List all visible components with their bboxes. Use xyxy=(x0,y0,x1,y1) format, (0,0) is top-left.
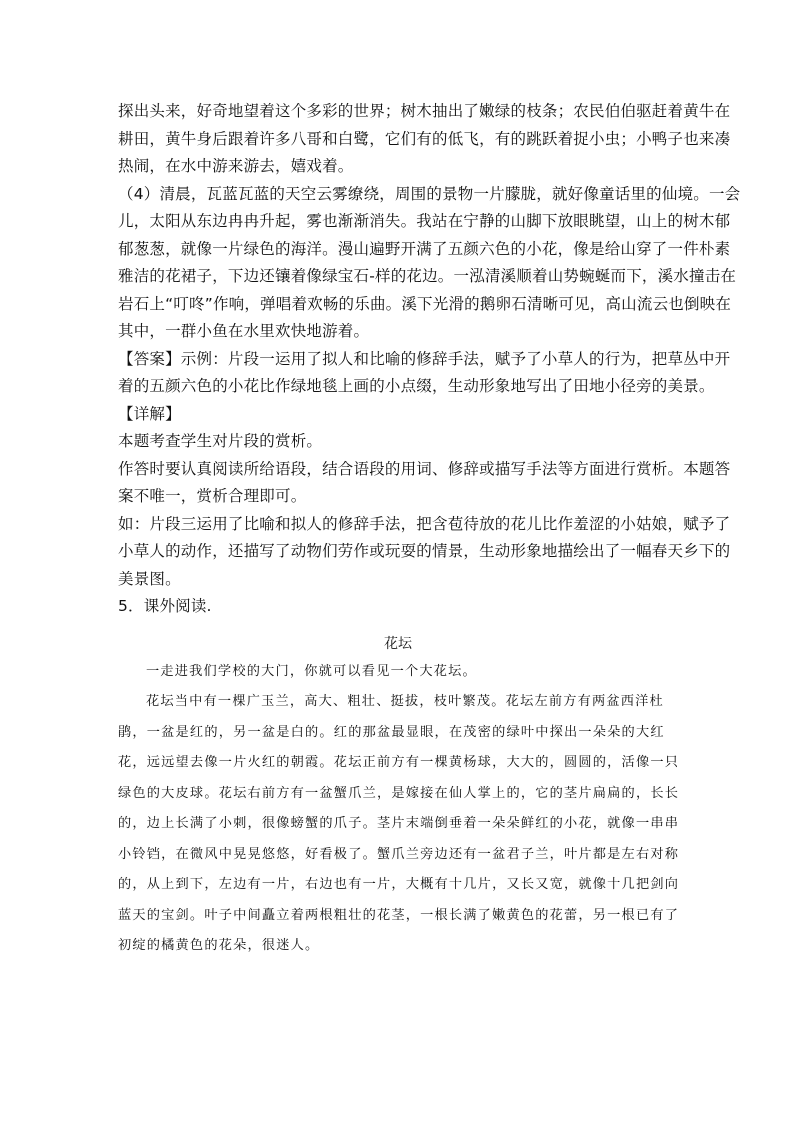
detail-line: 案不唯一，赏析合理即可。 xyxy=(118,487,307,505)
detail-line: 如：片段三运用了比喻和拟人的修辞手法，把含苞待放的花儿比作羞涩的小姑娘，赋予了 xyxy=(118,514,731,533)
answer-line: 着的五颜六色的小花比作绿地毯上画的小点缀，生动形象地写出了田地小径旁的美景。 xyxy=(118,377,715,395)
detail-line: 美景图。 xyxy=(118,569,181,588)
passage-title: 花坛 xyxy=(384,635,412,652)
text-line: 岩石上“叮咚”作响，弹唱着欢畅的乐曲。溪下光滑的鹅卵石清晰可见，高山流云也倒映在 xyxy=(118,294,732,313)
passage-line: 小铃铛，在微风中晃晃悠悠，好看极了。蟹爪兰旁边还有一盆君子兰，叶片都是左右对称 xyxy=(118,846,680,862)
passage-line: 蓝天的宝剑。叶子中间矗立着两根粗壮的花茎，一根长满了嫩黄色的花蕾，另一根已有了 xyxy=(118,907,680,923)
passage-line: 初绽的橘黄色的花朵，很迷人。 xyxy=(118,938,320,953)
text-line: 儿，太阳从东边冉冉升起，雾也渐渐消失。我站在宁静的山脚下放眼眺望，山上的树木郁 xyxy=(118,212,731,230)
text-line: 其中，一群小鱼在水里欢快地游着。 xyxy=(118,322,370,340)
detail-line: 小草人的动作，还描写了动物们劳作或玩耍的情景，生动形象地描绘出了一幅春天乡下的 xyxy=(118,542,731,560)
detail-line: 作答时要认真阅读所给语段，结合语段的用词、修辞或描写手法等方面进行赏析。本题答 xyxy=(118,459,731,478)
answer-line: 【答案】示例：片段一运用了拟人和比喻的修辞手法，赋予了小草人的行为，把草丛中开 xyxy=(118,349,731,368)
text-line: 探出头来，好奇地望着这个多彩的世界；树木抽出了嫩绿的枝条；农民伯伯驱赶着黄牛在 xyxy=(118,102,731,120)
text-line: 雅洁的花裙子，下边还镶着像绿宝石-样的花边。一泓清溪顺着山势蜿蜒而下，溪水撞击在 xyxy=(118,267,737,285)
text-line: 郁葱葱，就像一片绿色的海洋。漫山遍野开满了五颜六色的小花，像是给山穿了一件朴素 xyxy=(118,239,731,258)
passage-line: 绿色的大皮球。花坛右前方有一盆蟹爪兰，是嫁接在仙人掌上的，它的茎片扁扁的，长长 xyxy=(118,785,680,801)
passage-line: 花，远远望去像一片火红的朝霞。花坛正前方有一棵黄杨球，大大的，圆圆的，活像一只 xyxy=(118,755,680,770)
text-line: 耕田，黄牛身后跟着许多八哥和白鹭，它们有的低飞，有的跳跃着捉小虫；小鸭子也来凑 xyxy=(118,129,731,148)
passage-line: 花坛当中有一棵广玉兰，高大、粗壮、挺拔，枝叶繁茂。花坛左前方有两盆西洋杜 xyxy=(146,694,664,709)
detail-line: 本题考查学生对片段的赏析。 xyxy=(118,432,323,450)
passage-line: 的，从上到下，左边有一片，右边也有一片，大概有十几片，又长又宽，就像十几把剑向 xyxy=(118,877,680,892)
passage-line: 一走进我们学校的大门，你就可以看见一个大花坛。 xyxy=(146,663,477,679)
passage-line: 鹃，一盆是红的，另一盆是白的。红的那盆最显眼，在茂密的绿叶中探出一朵朵的大红 xyxy=(118,724,665,740)
passage-line: 的，边上长满了小刺，很像螃蟹的爪子。茎片末端倒垂着一朵朵鲜红的小花，就像一串串 xyxy=(118,816,680,831)
question-label: 5．课外阅读. xyxy=(118,597,212,615)
text-line: （4）清晨，瓦蓝瓦蓝的天空云雾缭绕，周围的景物一片朦胧，就好像童话里的仙境。一会 xyxy=(118,184,741,203)
document-page xyxy=(118,98,741,962)
detail-heading: 【详解】 xyxy=(118,404,181,423)
text-line: 热闹，在水中游来游去，嬉戏着。 xyxy=(118,157,354,175)
